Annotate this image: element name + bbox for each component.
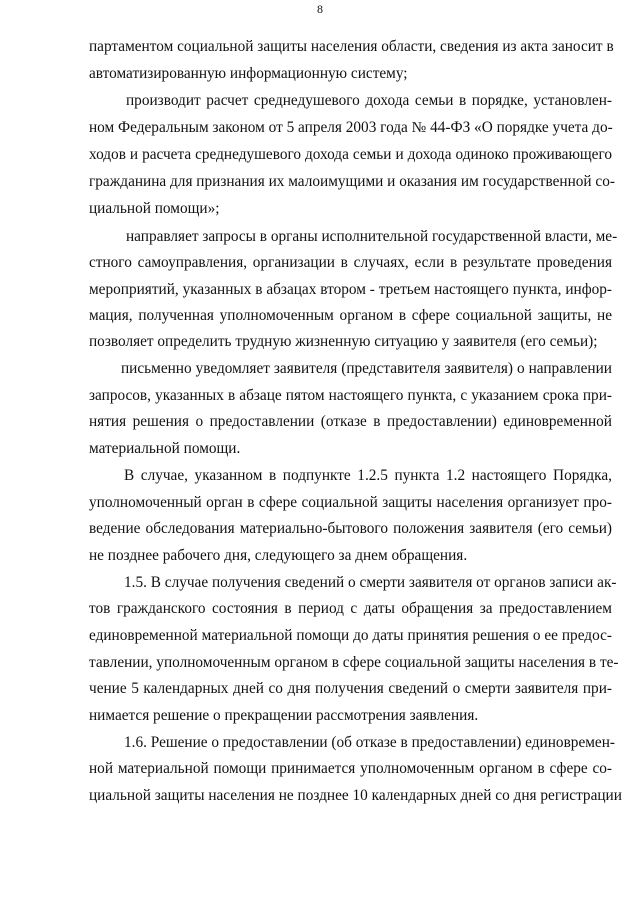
text-line: ном Федеральным законом от 5 апреля 2003 года № 44-ФЗ «О порядке учета до- (89, 119, 613, 136)
text-line: ной материальной помощи принимается уполномоченным органом в сфере со- (89, 760, 612, 777)
text-line: 1.5. В случае получения сведений о смерти заявителя от органов записи ак- (124, 574, 617, 591)
text-line: письменно уведомляет заявителя (представителя заявителя) о направлении (121, 360, 612, 377)
text-line: партаментом социальной защиты населения области, сведения из акта заносит в (89, 38, 614, 55)
text-line: В случае, указанном в подпункте 1.2.5 пункта 1.2 настоящего Порядка, (124, 467, 612, 484)
text-line: ходов и расчета среднедушевого дохода семьи и дохода одиноко проживающего (89, 146, 612, 163)
text-line: мероприятий, указанных в абзацах втором - третьем настоящего пункта, инфор- (89, 281, 612, 298)
text-line: материальной помощи. (89, 440, 241, 457)
text-line: 1.6. Решение о предоставлении (об отказе в предоставлении) единовремен- (124, 734, 615, 751)
text-line: стного самоуправления, организации в случаях, если в результате проведения (89, 254, 612, 271)
page-number: 8 (317, 2, 323, 16)
text-line: автоматизированную информационную систему; (89, 65, 408, 82)
text-line: чение 5 календарных дней со дня получения сведений о смерти заявителя при- (89, 680, 612, 697)
text-line: единовременной материальной помощи до даты принятия решения о ее предос- (89, 627, 612, 644)
text-line: тов гражданского состояния в период с даты обращения за предоставлением (89, 600, 612, 617)
text-line: циальной помощи»; (89, 200, 220, 217)
text-line: ведение обследования материально-бытового положения заявителя (его семьи) (89, 520, 612, 537)
text-line: не позднее рабочего дня, следующего за днем обращения. (89, 547, 468, 564)
text-line: позволяет определить трудную жизненную ситуацию у заявителя (его семьи); (89, 333, 598, 350)
text-line: производит расчет среднедушевого дохода семьи в порядке, установлен- (126, 92, 612, 109)
text-line: тавлении, уполномоченным органом в сфере социальной защиты населения в те- (89, 654, 619, 671)
text-line: направляет запросы в органы исполнительной государственной власти, ме- (126, 228, 618, 245)
text-line: запросов, указанных в абзаце пятом настоящего пункта, с указанием срока при- (89, 387, 612, 404)
text-line: мация, полученная уполномоченным органом в сфере социальной защиты, не (89, 307, 612, 324)
text-line: нятия решения о предоставлении (отказе в предоставлении) единовременной (89, 413, 612, 430)
text-line: циальной защиты населения не позднее 10 календарных дней со дня регистрации (89, 787, 622, 804)
text-line: уполномоченный орган в сфере социальной защиты населения организует про- (89, 494, 612, 511)
text-line: гражданина для признания их малоимущими и оказания им государственной со- (89, 173, 615, 190)
text-line: нимается решение о прекращении рассмотрения заявления. (89, 707, 479, 724)
